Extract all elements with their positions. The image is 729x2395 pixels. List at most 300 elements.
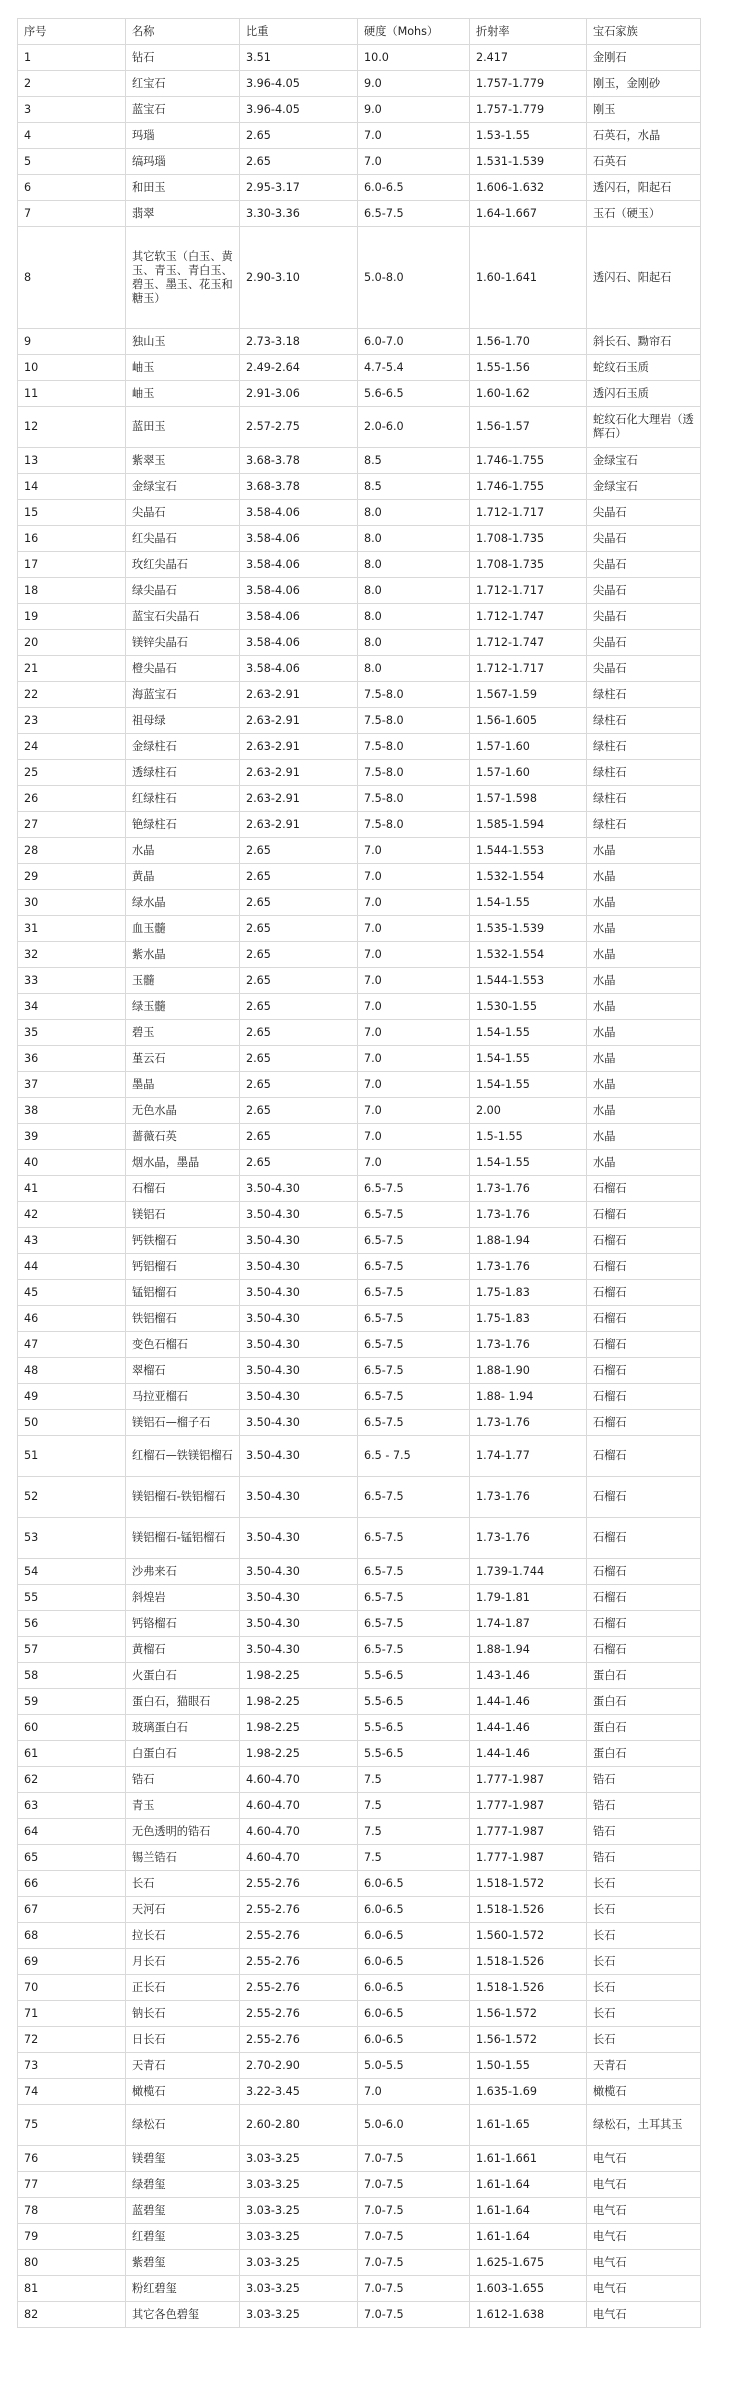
cell-index: 61 bbox=[18, 1741, 126, 1767]
cell-index: 58 bbox=[18, 1663, 126, 1689]
cell-hardness: 8.0 bbox=[358, 578, 470, 604]
header-index: 序号 bbox=[18, 19, 126, 45]
cell-specific-gravity: 3.50-4.30 bbox=[240, 1332, 358, 1358]
cell-hardness: 6.5-7.5 bbox=[358, 1332, 470, 1358]
cell-refractive-index: 1.75-1.83 bbox=[470, 1280, 587, 1306]
table-row bbox=[18, 1254, 701, 1280]
table-row bbox=[18, 1819, 701, 1845]
cell-index: 70 bbox=[18, 1975, 126, 2001]
cell-refractive-index: 1.57-1.60 bbox=[470, 734, 587, 760]
table-row bbox=[18, 1072, 701, 1098]
cell-hardness: 6.5-7.5 bbox=[358, 1202, 470, 1228]
cell-gem-family: 绿柱石 bbox=[587, 760, 701, 786]
cell-refractive-index: 1.625-1.675 bbox=[470, 2250, 587, 2276]
cell-name: 绿水晶 bbox=[126, 890, 240, 916]
cell-index: 23 bbox=[18, 708, 126, 734]
cell-hardness: 8.0 bbox=[358, 500, 470, 526]
cell-gem-family: 尖晶石 bbox=[587, 656, 701, 682]
cell-gem-family: 长石 bbox=[587, 1975, 701, 2001]
cell-specific-gravity: 3.50-4.30 bbox=[240, 1176, 358, 1202]
cell-hardness: 6.5-7.5 bbox=[358, 1559, 470, 1585]
cell-hardness: 6.5-7.5 bbox=[358, 1611, 470, 1637]
cell-specific-gravity: 3.50-4.30 bbox=[240, 1477, 358, 1518]
cell-gem-family: 金刚石 bbox=[587, 45, 701, 71]
cell-refractive-index: 1.612-1.638 bbox=[470, 2302, 587, 2328]
cell-hardness: 8.5 bbox=[358, 448, 470, 474]
table-row bbox=[18, 2172, 701, 2198]
cell-specific-gravity: 2.65 bbox=[240, 968, 358, 994]
cell-index: 52 bbox=[18, 1477, 126, 1518]
cell-hardness: 6.0-6.5 bbox=[358, 1871, 470, 1897]
cell-specific-gravity: 3.03-3.25 bbox=[240, 2224, 358, 2250]
cell-index: 4 bbox=[18, 123, 126, 149]
cell-index: 49 bbox=[18, 1384, 126, 1410]
cell-index: 65 bbox=[18, 1845, 126, 1871]
cell-specific-gravity: 3.03-3.25 bbox=[240, 2146, 358, 2172]
cell-index: 34 bbox=[18, 994, 126, 1020]
cell-gem-family: 天青石 bbox=[587, 2053, 701, 2079]
cell-index: 48 bbox=[18, 1358, 126, 1384]
cell-hardness: 8.0 bbox=[358, 526, 470, 552]
cell-refractive-index: 1.757-1.779 bbox=[470, 71, 587, 97]
cell-index: 2 bbox=[18, 71, 126, 97]
cell-gem-family: 石榴石 bbox=[587, 1518, 701, 1559]
cell-hardness: 6.5 - 7.5 bbox=[358, 1436, 470, 1477]
cell-hardness: 6.0-6.5 bbox=[358, 175, 470, 201]
cell-refractive-index: 1.567-1.59 bbox=[470, 682, 587, 708]
cell-gem-family: 尖晶石 bbox=[587, 526, 701, 552]
cell-name: 蓝宝石尖晶石 bbox=[126, 604, 240, 630]
cell-refractive-index: 1.73-1.76 bbox=[470, 1410, 587, 1436]
cell-name: 血玉髓 bbox=[126, 916, 240, 942]
cell-refractive-index: 1.61-1.661 bbox=[470, 2146, 587, 2172]
cell-specific-gravity: 2.49-2.64 bbox=[240, 355, 358, 381]
cell-index: 50 bbox=[18, 1410, 126, 1436]
cell-hardness: 6.0-6.5 bbox=[358, 1949, 470, 1975]
table-row bbox=[18, 2250, 701, 2276]
cell-hardness: 9.0 bbox=[358, 97, 470, 123]
cell-specific-gravity: 2.55-2.76 bbox=[240, 1897, 358, 1923]
cell-index: 19 bbox=[18, 604, 126, 630]
cell-name: 绿尖晶石 bbox=[126, 578, 240, 604]
cell-hardness: 7.0 bbox=[358, 864, 470, 890]
cell-index: 28 bbox=[18, 838, 126, 864]
cell-name: 变色石榴石 bbox=[126, 1332, 240, 1358]
cell-refractive-index: 1.73-1.76 bbox=[470, 1202, 587, 1228]
cell-name: 钙铝榴石 bbox=[126, 1254, 240, 1280]
cell-gem-family: 蛇纹石玉质 bbox=[587, 355, 701, 381]
cell-gem-family: 刚玉，金刚砂 bbox=[587, 71, 701, 97]
cell-index: 38 bbox=[18, 1098, 126, 1124]
cell-gem-family: 蛋白石 bbox=[587, 1663, 701, 1689]
cell-specific-gravity: 3.58-4.06 bbox=[240, 604, 358, 630]
cell-gem-family: 石榴石 bbox=[587, 1637, 701, 1663]
cell-specific-gravity: 2.65 bbox=[240, 149, 358, 175]
cell-refractive-index: 1.60-1.641 bbox=[470, 227, 587, 329]
cell-index: 72 bbox=[18, 2027, 126, 2053]
cell-gem-family: 金绿宝石 bbox=[587, 474, 701, 500]
cell-hardness: 5.0-5.5 bbox=[358, 2053, 470, 2079]
cell-refractive-index: 1.74-1.77 bbox=[470, 1436, 587, 1477]
cell-specific-gravity: 3.96-4.05 bbox=[240, 71, 358, 97]
cell-refractive-index: 1.53-1.55 bbox=[470, 123, 587, 149]
cell-name: 其它软玉（白玉、黄玉、青玉、青白玉、碧玉、墨玉、花玉和糖玉） bbox=[126, 227, 240, 329]
table-row bbox=[18, 355, 701, 381]
header-refractive-index: 折射率 bbox=[470, 19, 587, 45]
cell-refractive-index: 1.777-1.987 bbox=[470, 1845, 587, 1871]
cell-specific-gravity: 3.58-4.06 bbox=[240, 552, 358, 578]
cell-specific-gravity: 2.63-2.91 bbox=[240, 760, 358, 786]
cell-index: 42 bbox=[18, 1202, 126, 1228]
cell-refractive-index: 1.88-1.94 bbox=[470, 1637, 587, 1663]
table-row bbox=[18, 1559, 701, 1585]
cell-refractive-index: 1.44-1.46 bbox=[470, 1715, 587, 1741]
cell-specific-gravity: 3.50-4.30 bbox=[240, 1410, 358, 1436]
cell-gem-family: 透闪石、阳起石 bbox=[587, 227, 701, 329]
cell-hardness: 5.0-8.0 bbox=[358, 227, 470, 329]
cell-specific-gravity: 4.60-4.70 bbox=[240, 1793, 358, 1819]
cell-gem-family: 电气石 bbox=[587, 2276, 701, 2302]
cell-refractive-index: 1.532-1.554 bbox=[470, 942, 587, 968]
cell-name: 黄榴石 bbox=[126, 1637, 240, 1663]
cell-index: 66 bbox=[18, 1871, 126, 1897]
cell-gem-family: 石榴石 bbox=[587, 1384, 701, 1410]
cell-index: 71 bbox=[18, 2001, 126, 2027]
cell-index: 25 bbox=[18, 760, 126, 786]
table-row bbox=[18, 1715, 701, 1741]
cell-index: 77 bbox=[18, 2172, 126, 2198]
cell-specific-gravity: 3.68-3.78 bbox=[240, 474, 358, 500]
cell-refractive-index: 1.54-1.55 bbox=[470, 1072, 587, 1098]
cell-hardness: 8.0 bbox=[358, 630, 470, 656]
cell-index: 41 bbox=[18, 1176, 126, 1202]
cell-gem-family: 长石 bbox=[587, 1949, 701, 1975]
table-row bbox=[18, 1410, 701, 1436]
cell-specific-gravity: 3.03-3.25 bbox=[240, 2198, 358, 2224]
cell-index: 20 bbox=[18, 630, 126, 656]
cell-name: 烟水晶，墨晶 bbox=[126, 1150, 240, 1176]
cell-hardness: 6.5-7.5 bbox=[358, 1306, 470, 1332]
cell-name: 独山玉 bbox=[126, 329, 240, 355]
cell-refractive-index: 1.5-1.55 bbox=[470, 1124, 587, 1150]
cell-index: 9 bbox=[18, 329, 126, 355]
cell-refractive-index: 1.56-1.572 bbox=[470, 2001, 587, 2027]
table-row bbox=[18, 2224, 701, 2250]
cell-specific-gravity: 3.68-3.78 bbox=[240, 448, 358, 474]
table-row bbox=[18, 526, 701, 552]
cell-index: 22 bbox=[18, 682, 126, 708]
cell-index: 79 bbox=[18, 2224, 126, 2250]
cell-hardness: 7.5 bbox=[358, 1845, 470, 1871]
cell-name: 锆石 bbox=[126, 1767, 240, 1793]
table-header bbox=[18, 19, 701, 45]
cell-refractive-index: 1.88- 1.94 bbox=[470, 1384, 587, 1410]
cell-hardness: 6.5-7.5 bbox=[358, 1254, 470, 1280]
cell-name: 镁铝石—榴子石 bbox=[126, 1410, 240, 1436]
cell-name: 铁铝榴石 bbox=[126, 1306, 240, 1332]
cell-hardness: 5.5-6.5 bbox=[358, 1715, 470, 1741]
cell-gem-family: 石榴石 bbox=[587, 1585, 701, 1611]
cell-hardness: 7.5-8.0 bbox=[358, 760, 470, 786]
cell-hardness: 7.0-7.5 bbox=[358, 2146, 470, 2172]
cell-index: 35 bbox=[18, 1020, 126, 1046]
cell-hardness: 7.0 bbox=[358, 123, 470, 149]
cell-name: 绿玉髓 bbox=[126, 994, 240, 1020]
table-row bbox=[18, 381, 701, 407]
table-row bbox=[18, 2027, 701, 2053]
cell-index: 18 bbox=[18, 578, 126, 604]
cell-specific-gravity: 3.03-3.25 bbox=[240, 2276, 358, 2302]
table-row bbox=[18, 994, 701, 1020]
cell-specific-gravity: 2.63-2.91 bbox=[240, 812, 358, 838]
gemstone-table-container bbox=[17, 18, 700, 2328]
cell-index: 33 bbox=[18, 968, 126, 994]
cell-specific-gravity: 2.95-3.17 bbox=[240, 175, 358, 201]
cell-name: 镁铝榴石-铁铝榴石 bbox=[126, 1477, 240, 1518]
cell-refractive-index: 1.54-1.55 bbox=[470, 1020, 587, 1046]
cell-name: 蓝田玉 bbox=[126, 407, 240, 448]
table-row bbox=[18, 1611, 701, 1637]
cell-index: 36 bbox=[18, 1046, 126, 1072]
cell-refractive-index: 1.61-1.65 bbox=[470, 2105, 587, 2146]
cell-gem-family: 绿柱石 bbox=[587, 734, 701, 760]
cell-gem-family: 蛋白石 bbox=[587, 1741, 701, 1767]
cell-hardness: 7.5-8.0 bbox=[358, 786, 470, 812]
cell-specific-gravity: 3.58-4.06 bbox=[240, 630, 358, 656]
cell-refractive-index: 1.73-1.76 bbox=[470, 1332, 587, 1358]
cell-index: 30 bbox=[18, 890, 126, 916]
cell-index: 24 bbox=[18, 734, 126, 760]
cell-name: 无色透明的锆石 bbox=[126, 1819, 240, 1845]
cell-index: 7 bbox=[18, 201, 126, 227]
table-row bbox=[18, 1098, 701, 1124]
cell-hardness: 7.0 bbox=[358, 838, 470, 864]
cell-specific-gravity: 3.96-4.05 bbox=[240, 97, 358, 123]
cell-index: 69 bbox=[18, 1949, 126, 1975]
table-row bbox=[18, 1949, 701, 1975]
cell-name: 缟玛瑙 bbox=[126, 149, 240, 175]
cell-refractive-index: 1.544-1.553 bbox=[470, 968, 587, 994]
cell-name: 粉红碧玺 bbox=[126, 2276, 240, 2302]
cell-name: 橄榄石 bbox=[126, 2079, 240, 2105]
cell-name: 翠榴石 bbox=[126, 1358, 240, 1384]
cell-refractive-index: 1.518-1.526 bbox=[470, 1897, 587, 1923]
cell-gem-family: 石榴石 bbox=[587, 1559, 701, 1585]
table-row bbox=[18, 1306, 701, 1332]
cell-index: 3 bbox=[18, 97, 126, 123]
cell-specific-gravity: 3.30-3.36 bbox=[240, 201, 358, 227]
cell-gem-family: 石榴石 bbox=[587, 1436, 701, 1477]
cell-index: 11 bbox=[18, 381, 126, 407]
cell-name: 紫水晶 bbox=[126, 942, 240, 968]
cell-index: 8 bbox=[18, 227, 126, 329]
cell-hardness: 7.5-8.0 bbox=[358, 734, 470, 760]
cell-specific-gravity: 4.60-4.70 bbox=[240, 1845, 358, 1871]
cell-specific-gravity: 3.50-4.30 bbox=[240, 1202, 358, 1228]
cell-specific-gravity: 3.50-4.30 bbox=[240, 1228, 358, 1254]
table-row bbox=[18, 227, 701, 329]
cell-hardness: 7.0 bbox=[358, 1098, 470, 1124]
cell-gem-family: 长石 bbox=[587, 1897, 701, 1923]
cell-name: 拉长石 bbox=[126, 1923, 240, 1949]
table-row bbox=[18, 2302, 701, 2328]
cell-specific-gravity: 2.65 bbox=[240, 1098, 358, 1124]
cell-name: 红碧玺 bbox=[126, 2224, 240, 2250]
cell-specific-gravity: 2.90-3.10 bbox=[240, 227, 358, 329]
table-row bbox=[18, 1358, 701, 1384]
cell-refractive-index: 1.43-1.46 bbox=[470, 1663, 587, 1689]
cell-refractive-index: 1.535-1.539 bbox=[470, 916, 587, 942]
table-row bbox=[18, 1046, 701, 1072]
cell-gem-family: 长石 bbox=[587, 1923, 701, 1949]
cell-name: 日长石 bbox=[126, 2027, 240, 2053]
table-row bbox=[18, 552, 701, 578]
cell-gem-family: 绿柱石 bbox=[587, 786, 701, 812]
cell-hardness: 6.5-7.5 bbox=[358, 1518, 470, 1559]
cell-index: 43 bbox=[18, 1228, 126, 1254]
cell-hardness: 7.0 bbox=[358, 2079, 470, 2105]
cell-name: 翡翠 bbox=[126, 201, 240, 227]
cell-hardness: 7.0 bbox=[358, 149, 470, 175]
cell-refractive-index: 1.60-1.62 bbox=[470, 381, 587, 407]
cell-refractive-index: 1.712-1.717 bbox=[470, 578, 587, 604]
table-row bbox=[18, 97, 701, 123]
table-row bbox=[18, 1518, 701, 1559]
cell-gem-family: 石英石 bbox=[587, 149, 701, 175]
cell-gem-family: 水晶 bbox=[587, 1150, 701, 1176]
cell-name: 岫玉 bbox=[126, 381, 240, 407]
table-row bbox=[18, 682, 701, 708]
cell-name: 镁铝榴石-锰铝榴石 bbox=[126, 1518, 240, 1559]
cell-hardness: 8.0 bbox=[358, 656, 470, 682]
cell-refractive-index: 1.55-1.56 bbox=[470, 355, 587, 381]
table-row bbox=[18, 2053, 701, 2079]
cell-name: 玛瑙 bbox=[126, 123, 240, 149]
cell-refractive-index: 1.708-1.735 bbox=[470, 552, 587, 578]
cell-index: 16 bbox=[18, 526, 126, 552]
cell-name: 钙铬榴石 bbox=[126, 1611, 240, 1637]
cell-gem-family: 石英石，水晶 bbox=[587, 123, 701, 149]
cell-index: 82 bbox=[18, 2302, 126, 2328]
header-row bbox=[18, 19, 701, 45]
cell-gem-family: 橄榄石 bbox=[587, 2079, 701, 2105]
table-row bbox=[18, 1663, 701, 1689]
header-gem-family: 宝石家族 bbox=[587, 19, 701, 45]
table-row bbox=[18, 604, 701, 630]
cell-index: 73 bbox=[18, 2053, 126, 2079]
table-row bbox=[18, 1332, 701, 1358]
cell-specific-gravity: 3.50-4.30 bbox=[240, 1384, 358, 1410]
cell-index: 64 bbox=[18, 1819, 126, 1845]
cell-refractive-index: 1.73-1.76 bbox=[470, 1518, 587, 1559]
cell-gem-family: 水晶 bbox=[587, 916, 701, 942]
cell-index: 14 bbox=[18, 474, 126, 500]
table-row bbox=[18, 1793, 701, 1819]
cell-gem-family: 锆石 bbox=[587, 1767, 701, 1793]
cell-specific-gravity: 2.55-2.76 bbox=[240, 1975, 358, 2001]
cell-hardness: 4.7-5.4 bbox=[358, 355, 470, 381]
cell-name: 钠长石 bbox=[126, 2001, 240, 2027]
cell-gem-family: 石榴石 bbox=[587, 1477, 701, 1518]
cell-name: 水晶 bbox=[126, 838, 240, 864]
cell-specific-gravity: 2.57-2.75 bbox=[240, 407, 358, 448]
cell-refractive-index: 1.518-1.526 bbox=[470, 1949, 587, 1975]
cell-hardness: 2.0-6.0 bbox=[358, 407, 470, 448]
header-hardness: 硬度（Mohs） bbox=[358, 19, 470, 45]
cell-refractive-index: 1.56-1.572 bbox=[470, 2027, 587, 2053]
cell-refractive-index: 1.57-1.60 bbox=[470, 760, 587, 786]
cell-refractive-index: 1.74-1.87 bbox=[470, 1611, 587, 1637]
table-row bbox=[18, 630, 701, 656]
table-row bbox=[18, 2276, 701, 2302]
cell-hardness: 7.0-7.5 bbox=[358, 2302, 470, 2328]
cell-specific-gravity: 2.55-2.76 bbox=[240, 1923, 358, 1949]
table-row bbox=[18, 812, 701, 838]
table-row bbox=[18, 500, 701, 526]
cell-refractive-index: 1.585-1.594 bbox=[470, 812, 587, 838]
cell-hardness: 8.5 bbox=[358, 474, 470, 500]
cell-hardness: 7.0 bbox=[358, 1072, 470, 1098]
cell-hardness: 8.0 bbox=[358, 604, 470, 630]
cell-gem-family: 石榴石 bbox=[587, 1306, 701, 1332]
cell-index: 1 bbox=[18, 45, 126, 71]
cell-gem-family: 水晶 bbox=[587, 1098, 701, 1124]
cell-refractive-index: 1.746-1.755 bbox=[470, 474, 587, 500]
cell-gem-family: 水晶 bbox=[587, 994, 701, 1020]
cell-hardness: 6.5-7.5 bbox=[358, 1358, 470, 1384]
cell-gem-family: 金绿宝石 bbox=[587, 448, 701, 474]
cell-hardness: 6.5-7.5 bbox=[358, 1477, 470, 1518]
cell-gem-family: 水晶 bbox=[587, 1124, 701, 1150]
cell-name: 无色水晶 bbox=[126, 1098, 240, 1124]
table-row bbox=[18, 448, 701, 474]
cell-gem-family: 水晶 bbox=[587, 1020, 701, 1046]
cell-refractive-index: 1.777-1.987 bbox=[470, 1793, 587, 1819]
cell-specific-gravity: 3.03-3.25 bbox=[240, 2302, 358, 2328]
cell-refractive-index: 1.746-1.755 bbox=[470, 448, 587, 474]
cell-hardness: 9.0 bbox=[358, 71, 470, 97]
table-row bbox=[18, 916, 701, 942]
cell-name: 黄晶 bbox=[126, 864, 240, 890]
cell-name: 马拉亚榴石 bbox=[126, 1384, 240, 1410]
cell-refractive-index: 1.79-1.81 bbox=[470, 1585, 587, 1611]
cell-index: 47 bbox=[18, 1332, 126, 1358]
table-row bbox=[18, 2198, 701, 2224]
cell-name: 钙铁榴石 bbox=[126, 1228, 240, 1254]
cell-gem-family: 水晶 bbox=[587, 864, 701, 890]
cell-gem-family: 水晶 bbox=[587, 838, 701, 864]
cell-specific-gravity: 2.70-2.90 bbox=[240, 2053, 358, 2079]
cell-refractive-index: 1.544-1.553 bbox=[470, 838, 587, 864]
cell-refractive-index: 1.50-1.55 bbox=[470, 2053, 587, 2079]
cell-gem-family: 水晶 bbox=[587, 1072, 701, 1098]
cell-specific-gravity: 3.50-4.30 bbox=[240, 1436, 358, 1477]
cell-gem-family: 石榴石 bbox=[587, 1611, 701, 1637]
cell-index: 51 bbox=[18, 1436, 126, 1477]
cell-refractive-index: 1.712-1.717 bbox=[470, 500, 587, 526]
table-row bbox=[18, 1689, 701, 1715]
cell-index: 32 bbox=[18, 942, 126, 968]
cell-name: 白蛋白石 bbox=[126, 1741, 240, 1767]
cell-index: 37 bbox=[18, 1072, 126, 1098]
cell-index: 13 bbox=[18, 448, 126, 474]
cell-specific-gravity: 3.58-4.06 bbox=[240, 656, 358, 682]
cell-hardness: 7.5-8.0 bbox=[358, 682, 470, 708]
table-row bbox=[18, 1228, 701, 1254]
cell-specific-gravity: 2.63-2.91 bbox=[240, 682, 358, 708]
cell-gem-family: 水晶 bbox=[587, 1046, 701, 1072]
cell-hardness: 5.5-6.5 bbox=[358, 1663, 470, 1689]
